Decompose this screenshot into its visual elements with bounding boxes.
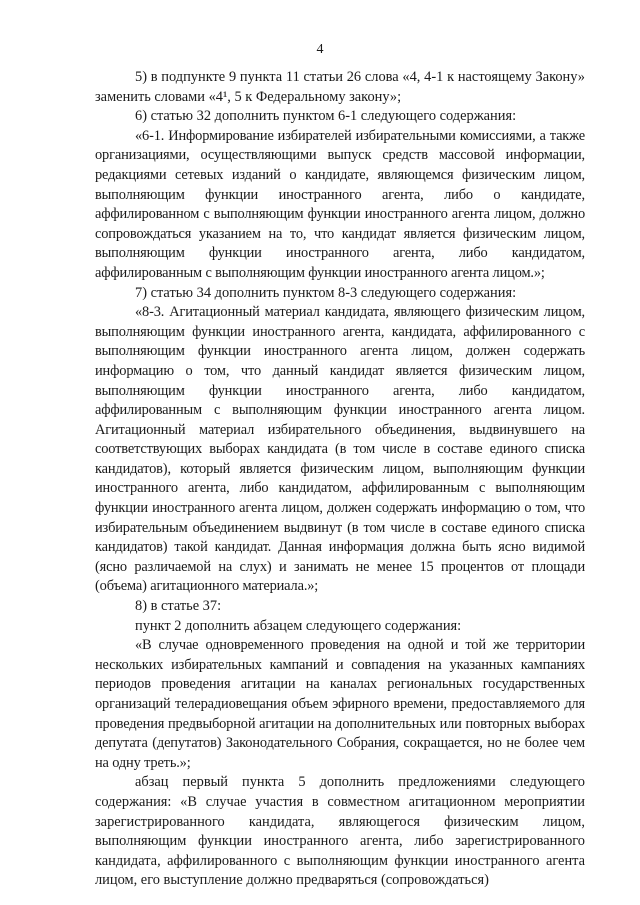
paragraph-clause-6-1: «6-1. Информирование избирателей избирательными комиссиями, а также организациями, осуществляющими выпуск средств массовой информации, редакциями сетевых изданий о кандидате, являющемся физическим лицом, выполняющим функции иностранного агента, либо о кандидате, аффилированном с выполняющим функции иностранного агента лицом, должно сопровождаться указанием на то, что кандидат является физическим лицом, выполняющим функции иностранного агента, либо кандидатом, аффилированным с выполняющим функции иностранного агента лицом.»; [95,127,585,281]
page-number: 4 [316,42,324,57]
paragraph-item-8: 8) в статье 37: [135,598,222,615]
paragraph-quote-point-2: «В случае одновременного проведения на одной и той же территории нескольких избирательных кампаний и совпадения на указанных кампаниях периодов проведения агитации на каналах региональных государственных организаций телерадиовещания объем эфирного времени, предоставляемого для проведения предвыборной агитации на дополнительных или повторных выборах депутата (депутатов) Законодательного Собрания, сокращается, но не более чем на одну треть.»; [95,637,585,771]
paragraph-clause-8-3: «8-3. Агитационный материал кандидата, являющего физическим лицом, выполняющим функции иностранного агента, кандидата, аффилированного с выполняющим функции иностранного агента лицом, должен содержать информацию о том, что данный кандидат является физическим лицом, выполняющим функции иностранного агента, либо кандидатом, аффилированным с выполняющим функции иностранного агента лицом. Агитационный материал избирательного объединения, выдвинувшего на соответствующих выборах кандидата (в том числе в составе единого списка кандидатов), который является физическим лицом, выполняющим функции иностранного агента, либо кандидатом, аффилированным с выполняющим функции иностранного агента лицом, должен содержать информацию о том, что избирательным объединением выдвинут (в том числе в составе единого списка кандидатов) такой кандидат. Данная информация должна быть ясно видимой (ясно различаемой на слух) и занимать не менее 15 процентов от площади (объема) агитационного материала.»; [95,304,585,595]
paragraph-item-8-point-2: пункт 2 дополнить абзацем следующего содержания: [135,617,462,634]
paragraph-item-8-point-5: абзац первый пункта 5 дополнить предложениями следующего содержания: «В случае участия в совместном агитационном мероприятии зарегистрированного кандидата, являющегося физическим лицом, выполняющим функции иностранного агента, либо зарегистрированного кандидата, аффилированного с выполняющим функции иностранного агента лицом, его выступление должно предваряться (сопровождаться) [95,774,585,889]
paragraph-item-7: 7) статью 34 дополнить пунктом 8-3 следующего содержания: [135,284,517,301]
paragraph-item-6: 6) статью 32 дополнить пунктом 6-1 следующего содержания: [135,108,517,125]
paragraph-item-5: 5) в подпункте 9 пункта 11 статьи 26 слова «4, 4-1 к настоящему Закону» заменить словами «4¹, 5 к Федеральному закону»; [95,69,585,105]
document-body [95,68,585,891]
